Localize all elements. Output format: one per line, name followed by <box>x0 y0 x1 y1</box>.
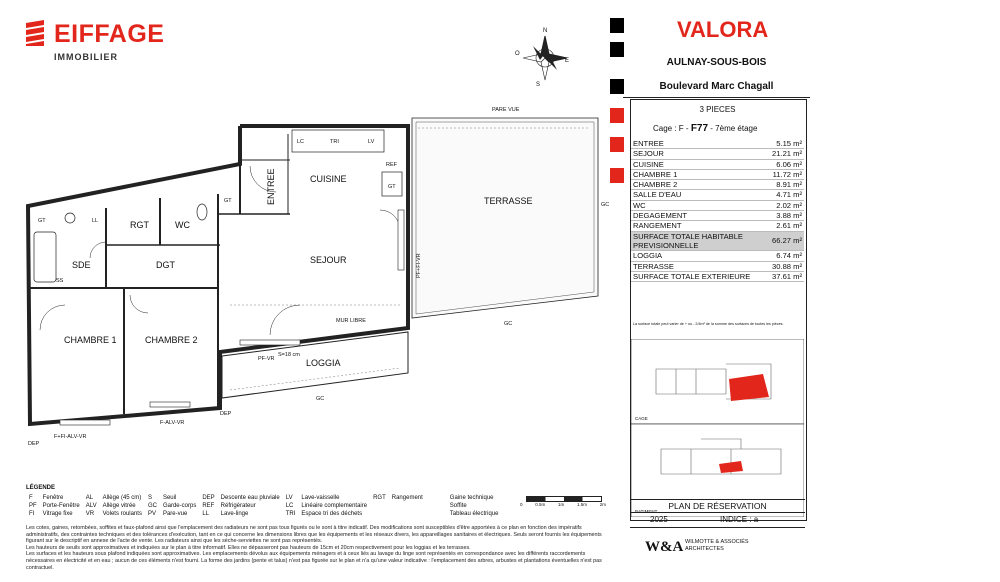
label-dep-2: DEP <box>28 441 40 447</box>
room-cuisine: CUISINE <box>310 174 347 184</box>
architect-name: WILMOTTE & ASSOCIÉS ARCHITECTES <box>685 539 749 552</box>
color-tab <box>610 42 624 57</box>
scale-label: 0 <box>520 502 523 507</box>
label-f-fi-alv-vr: F+FI-ALV-VR <box>54 434 87 440</box>
surface-row <box>631 159 804 169</box>
surface-name: CHAMBRE 1 <box>633 169 678 179</box>
label-gc-3: GC <box>601 202 610 208</box>
surface-row <box>631 169 804 179</box>
label-tri: TRI <box>330 139 339 145</box>
label-pare-vue: PARE VUE <box>492 107 520 113</box>
legend-cell: Vitrage fixe <box>42 511 73 517</box>
legend-cell <box>370 502 389 510</box>
label-f-alv-vr: F-ALV-VR <box>160 420 185 426</box>
legend-row <box>26 510 502 518</box>
legend-cell: VR <box>85 511 95 517</box>
legend-cell: LC <box>285 503 294 509</box>
legend-cell: Porte-Fenêtre <box>42 503 80 509</box>
surface-value: 2.02 m² <box>776 200 802 210</box>
surface-row <box>631 139 804 149</box>
legend <box>26 485 502 518</box>
brand-subtitle: IMMOBILIER <box>54 52 118 62</box>
surface-name: LOGGIA <box>633 251 663 261</box>
compass-s: S <box>536 82 541 88</box>
note-paragraph: Les hauteurs de seuils sont approximatives et indiquées sur le plan à titre informatif. Elles ne dépasseront pas hauteurs de 15cm et 20cm respectivement pour les loggias et les terrasses. <box>26 544 471 551</box>
surface-name: SURFACE TOTALE EXTERIEURE <box>633 271 751 281</box>
legend-cell: PF <box>29 503 37 509</box>
surface-row <box>631 261 804 271</box>
surface-value: 3.88 m² <box>776 211 802 221</box>
street-title: Boulevard Marc Chagall <box>659 81 774 92</box>
room-dgt: DGT <box>156 260 175 270</box>
city-title: AULNAY-SOUS-BOIS <box>666 57 767 68</box>
scale-label: 1m <box>557 502 565 507</box>
label-lv: LV <box>368 139 375 145</box>
legend-cell: Rangement <box>391 495 423 501</box>
legend-cell: AL <box>85 495 94 501</box>
compass-e: E <box>565 58 570 64</box>
legend-cell: LV <box>285 495 293 501</box>
legend-cell: Seuil <box>162 495 177 501</box>
scale-label: 2m <box>599 502 606 507</box>
floor-label: - 7ème étage <box>710 124 758 133</box>
color-tab <box>610 108 624 123</box>
surface-name: CHAMBRE 2 <box>633 180 678 190</box>
legend-cell: F <box>29 495 33 501</box>
legend-cell: Gaine technique <box>449 495 494 501</box>
rooms-count: 3 PIECES <box>699 105 736 114</box>
color-tab <box>610 18 624 33</box>
label-mur-libre: MUR LIBRE <box>336 318 366 324</box>
surface-value: 2.61 m² <box>776 221 802 231</box>
brand-name: EIFFAGE <box>54 20 165 48</box>
architect-logo: W&A <box>645 539 684 555</box>
compass-n: N <box>543 28 548 34</box>
legend-cell: Espace tri des déchets <box>301 511 363 517</box>
surface-table <box>631 139 804 282</box>
legend-cell: DEP <box>202 495 215 501</box>
legend-cell: Tableau électrique <box>449 511 499 517</box>
legend-cell: Allège (45 cm) <box>102 495 142 501</box>
label-lc: LC <box>297 139 305 145</box>
legend-cell: LL <box>202 511 210 517</box>
legend-cell: Pare-vue <box>162 511 188 517</box>
valora-logo: VALORA <box>677 17 769 42</box>
surface-row <box>631 271 804 281</box>
surface-row <box>631 251 804 261</box>
legend-cell: PV <box>147 511 156 517</box>
legend-cell <box>389 502 426 510</box>
plan-title: PLAN DE RÉSERVATION <box>668 501 767 511</box>
legend-cell: GC <box>147 503 157 509</box>
legend-row <box>26 494 502 502</box>
surface-value: 11.72 m² <box>772 169 802 179</box>
label-gc-2: GC <box>316 396 325 402</box>
legend-title: LÉGENDE <box>26 485 56 491</box>
legend-cell <box>389 510 426 518</box>
surface-value: 8.91 m² <box>776 180 802 190</box>
compass-icon <box>523 36 570 80</box>
location-mini-plans <box>631 339 804 517</box>
surface-value: 37.61 m² <box>772 271 802 281</box>
room-wc: WC <box>175 220 190 230</box>
room-rgt: RGT <box>130 220 149 230</box>
room-entree: ENTREE <box>266 168 276 205</box>
room-chambre2: CHAMBRE 2 <box>145 335 198 345</box>
legend-cell: Garde-corps <box>162 503 197 509</box>
label-ll: LL <box>92 218 99 224</box>
legend-cell <box>370 510 389 518</box>
surface-value: 6.06 m² <box>776 159 802 169</box>
legend-cell: ALV <box>85 503 97 509</box>
legend-cell: Allège vitrée <box>102 503 136 509</box>
surface-footnote: La surface totale peut varier de + ou - 2/4m² de la somme des surfaces de toutes les pièces. <box>633 322 784 326</box>
batiment-tag: BATIMENT <box>635 509 658 514</box>
color-tab <box>610 137 624 152</box>
note-paragraph: Les surfaces et les hauteurs sous plafond indiquées sont approximatives. Les emplacements dévolus aux équipements ménagers et à ceux liés au lavage du linge sont représentés en correspondance avec les différents raccordements nécessaires en électricité et en eau ; aucun de ces éléments n'est fourni. La forme des jardins (pente et talus) n'est pas figurée sur le plan et n'a qu'une valeur indicative : l'emplacement des arbres, arbustes et plantations éventuelles n'est pas contractuel. <box>26 551 602 571</box>
surface-value: 4.71 m² <box>776 190 802 200</box>
surface-row <box>631 221 804 231</box>
surface-name: SURFACE TOTALE HABITABLE PREVISIONNELLE <box>631 231 770 251</box>
label-dep-1: DEP <box>220 411 232 417</box>
surface-row <box>631 190 804 200</box>
room-sejour: SEJOUR <box>310 255 347 265</box>
legend-cell: Lave-vaisselle <box>301 495 340 501</box>
surface-value: 6.74 m² <box>776 251 802 261</box>
info-panel <box>625 17 808 577</box>
year: 2025 <box>650 515 668 524</box>
color-tab <box>610 79 624 94</box>
cage-line <box>653 123 757 134</box>
legend-cell: FI <box>29 511 35 517</box>
legend-cell: RGT <box>373 495 386 501</box>
label-gt-1: GT <box>38 218 46 224</box>
cage-tag: CAGE <box>635 416 648 421</box>
cage-label: Cage : F - <box>653 124 689 133</box>
legend-cell: Soffite <box>449 503 467 509</box>
room-loggia: LOGGIA <box>306 358 341 368</box>
label-ref: REF <box>386 162 397 168</box>
legend-cell: Fenêtre <box>42 495 64 501</box>
room-chambre1: CHAMBRE 1 <box>64 335 117 345</box>
legend-cell: Descente eau pluviale <box>220 495 280 501</box>
label-gt-3: GT <box>388 184 396 190</box>
label-gt-2: GT <box>224 198 232 204</box>
legend-cell: Linéaire complementaire <box>301 503 368 509</box>
surface-name: CUISINE <box>633 159 664 169</box>
surface-name: TERRASSE <box>633 261 674 271</box>
surface-value: 30.88 m² <box>772 261 802 271</box>
surface-row <box>631 200 804 210</box>
label-s18: S=18 cm <box>278 352 300 358</box>
surface-row <box>631 211 804 221</box>
legend-cell: Volets roulants <box>102 511 142 517</box>
legend-cell: REF <box>202 503 215 509</box>
note-paragraph: Les cotes, gaines, retombées, soffites et faux-plafond ainsi que l'emplacement des radiateurs ne sont pas tous figurés ou le sont à titre indicatif. Des modifications sont susceptibles d'être apportées à ce plan en fonction des impératifs administratifs, des contraintes techniques et des tolérances d'exécution, tant en ce qui concerne les dimensions libres que les équipements et les réseaux divers, les appareillages sanitaires et électriques. Seuls seront fournis les équipements figurant sur le descriptif en annexe de l'acte de vente. Les radiateurs ainsi que les sèche-serviettes ne sont pas représentés. <box>26 525 602 545</box>
color-tab <box>610 168 624 183</box>
legend-cell: TRI <box>285 511 296 517</box>
index-row <box>630 513 805 528</box>
label-pf-fi-vr: PF+FI-VR <box>416 253 422 278</box>
surface-row <box>631 149 804 159</box>
label-gc-1: GC <box>504 321 513 327</box>
legend-cell: Réfrigérateur <box>220 503 256 509</box>
surface-value: 5.15 m² <box>776 139 802 148</box>
scale-label: 1.5m <box>576 502 587 507</box>
label-ss: SS <box>56 278 64 284</box>
surface-name: SEJOUR <box>633 149 664 159</box>
legend-cell: S <box>147 495 152 501</box>
disclaimer-notes <box>26 525 611 571</box>
surface-name: SALLE D'EAU <box>633 190 682 200</box>
lot-number: F77 <box>690 123 709 134</box>
legend-cell: Lave-linge <box>220 511 249 517</box>
room-sde: SDE <box>72 260 91 270</box>
room-terrasse: TERRASSE <box>484 196 533 206</box>
plan-title-row <box>630 499 805 513</box>
surface-name: RANGEMENT <box>633 221 682 231</box>
index: INDICE : a <box>720 515 759 524</box>
surface-row <box>631 180 804 190</box>
surface-value: 21.21 m² <box>772 149 802 159</box>
surface-name: WC <box>633 200 646 210</box>
scale-label: 0.5m <box>535 502 546 507</box>
legend-row <box>26 502 502 510</box>
scale-labels <box>520 502 606 507</box>
surface-name: DEGAGEMENT <box>633 211 688 221</box>
surface-name: ENTREE <box>633 139 664 148</box>
compass-o: O <box>515 51 520 57</box>
surface-row <box>631 231 804 251</box>
label-pf-vr: PF-VR <box>258 356 275 362</box>
surface-value: 66.27 m² <box>770 231 804 251</box>
